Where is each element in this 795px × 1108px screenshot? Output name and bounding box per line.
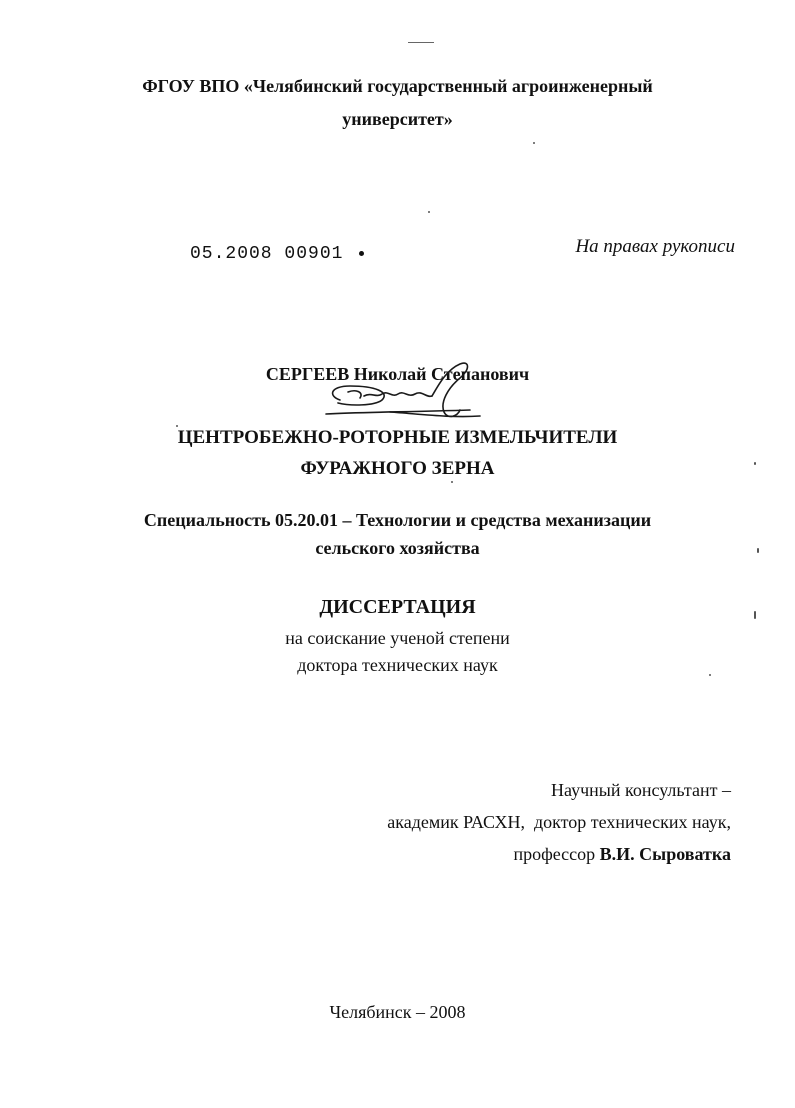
institution-line-2: университет» [342,109,453,129]
scan-speck [709,674,711,676]
degree-line-1: на соискание ученой степени [285,628,510,648]
scan-speck [754,611,756,619]
institution-line-1: ФГОУ ВПО «Челябинский государственный агроинженерный [142,76,653,96]
stamp-dot [359,251,364,256]
author-name: СЕРГЕЕВ Николай Степанович [265,364,530,384]
manuscript-rights-note: На правах рукописи [575,236,735,257]
city-year: Челябинск – 2008 [329,1002,466,1022]
specialty-line-1: Специальность 05.20.01 – Технологии и средства механизации [143,510,652,530]
top-mark [408,42,434,43]
dissertation-title-line-1: ЦЕНТРОБЕЖНО-РОТОРНЫЕ ИЗМЕЛЬЧИТЕЛИ [177,427,618,448]
degree-line-2: доктора технических наук [297,655,498,675]
advisor-line-1: Научный консультант – [551,780,731,800]
advisor-name: В.И. Сыроватка [599,844,731,864]
signature [320,356,490,426]
advisor-line-2: академик РАСХН, доктор технических наук, [387,812,731,832]
scan-speck [176,425,178,427]
scan-speck [533,142,535,144]
scan-speck [428,211,430,213]
scan-speck [754,462,756,465]
scan-speck [451,481,453,483]
registration-number [190,244,364,264]
advisor-title: профессор [513,844,596,864]
document-type: ДИССЕРТАЦИЯ [319,596,476,618]
dissertation-title-line-2: ФУРАЖНОГО ЗЕРНА [300,458,495,479]
registration-number-text: 05.2008 00901 [190,244,344,264]
scan-speck [757,548,759,553]
advisor-line-3 [513,844,731,865]
specialty-line-2: сельского хозяйства [315,538,480,558]
